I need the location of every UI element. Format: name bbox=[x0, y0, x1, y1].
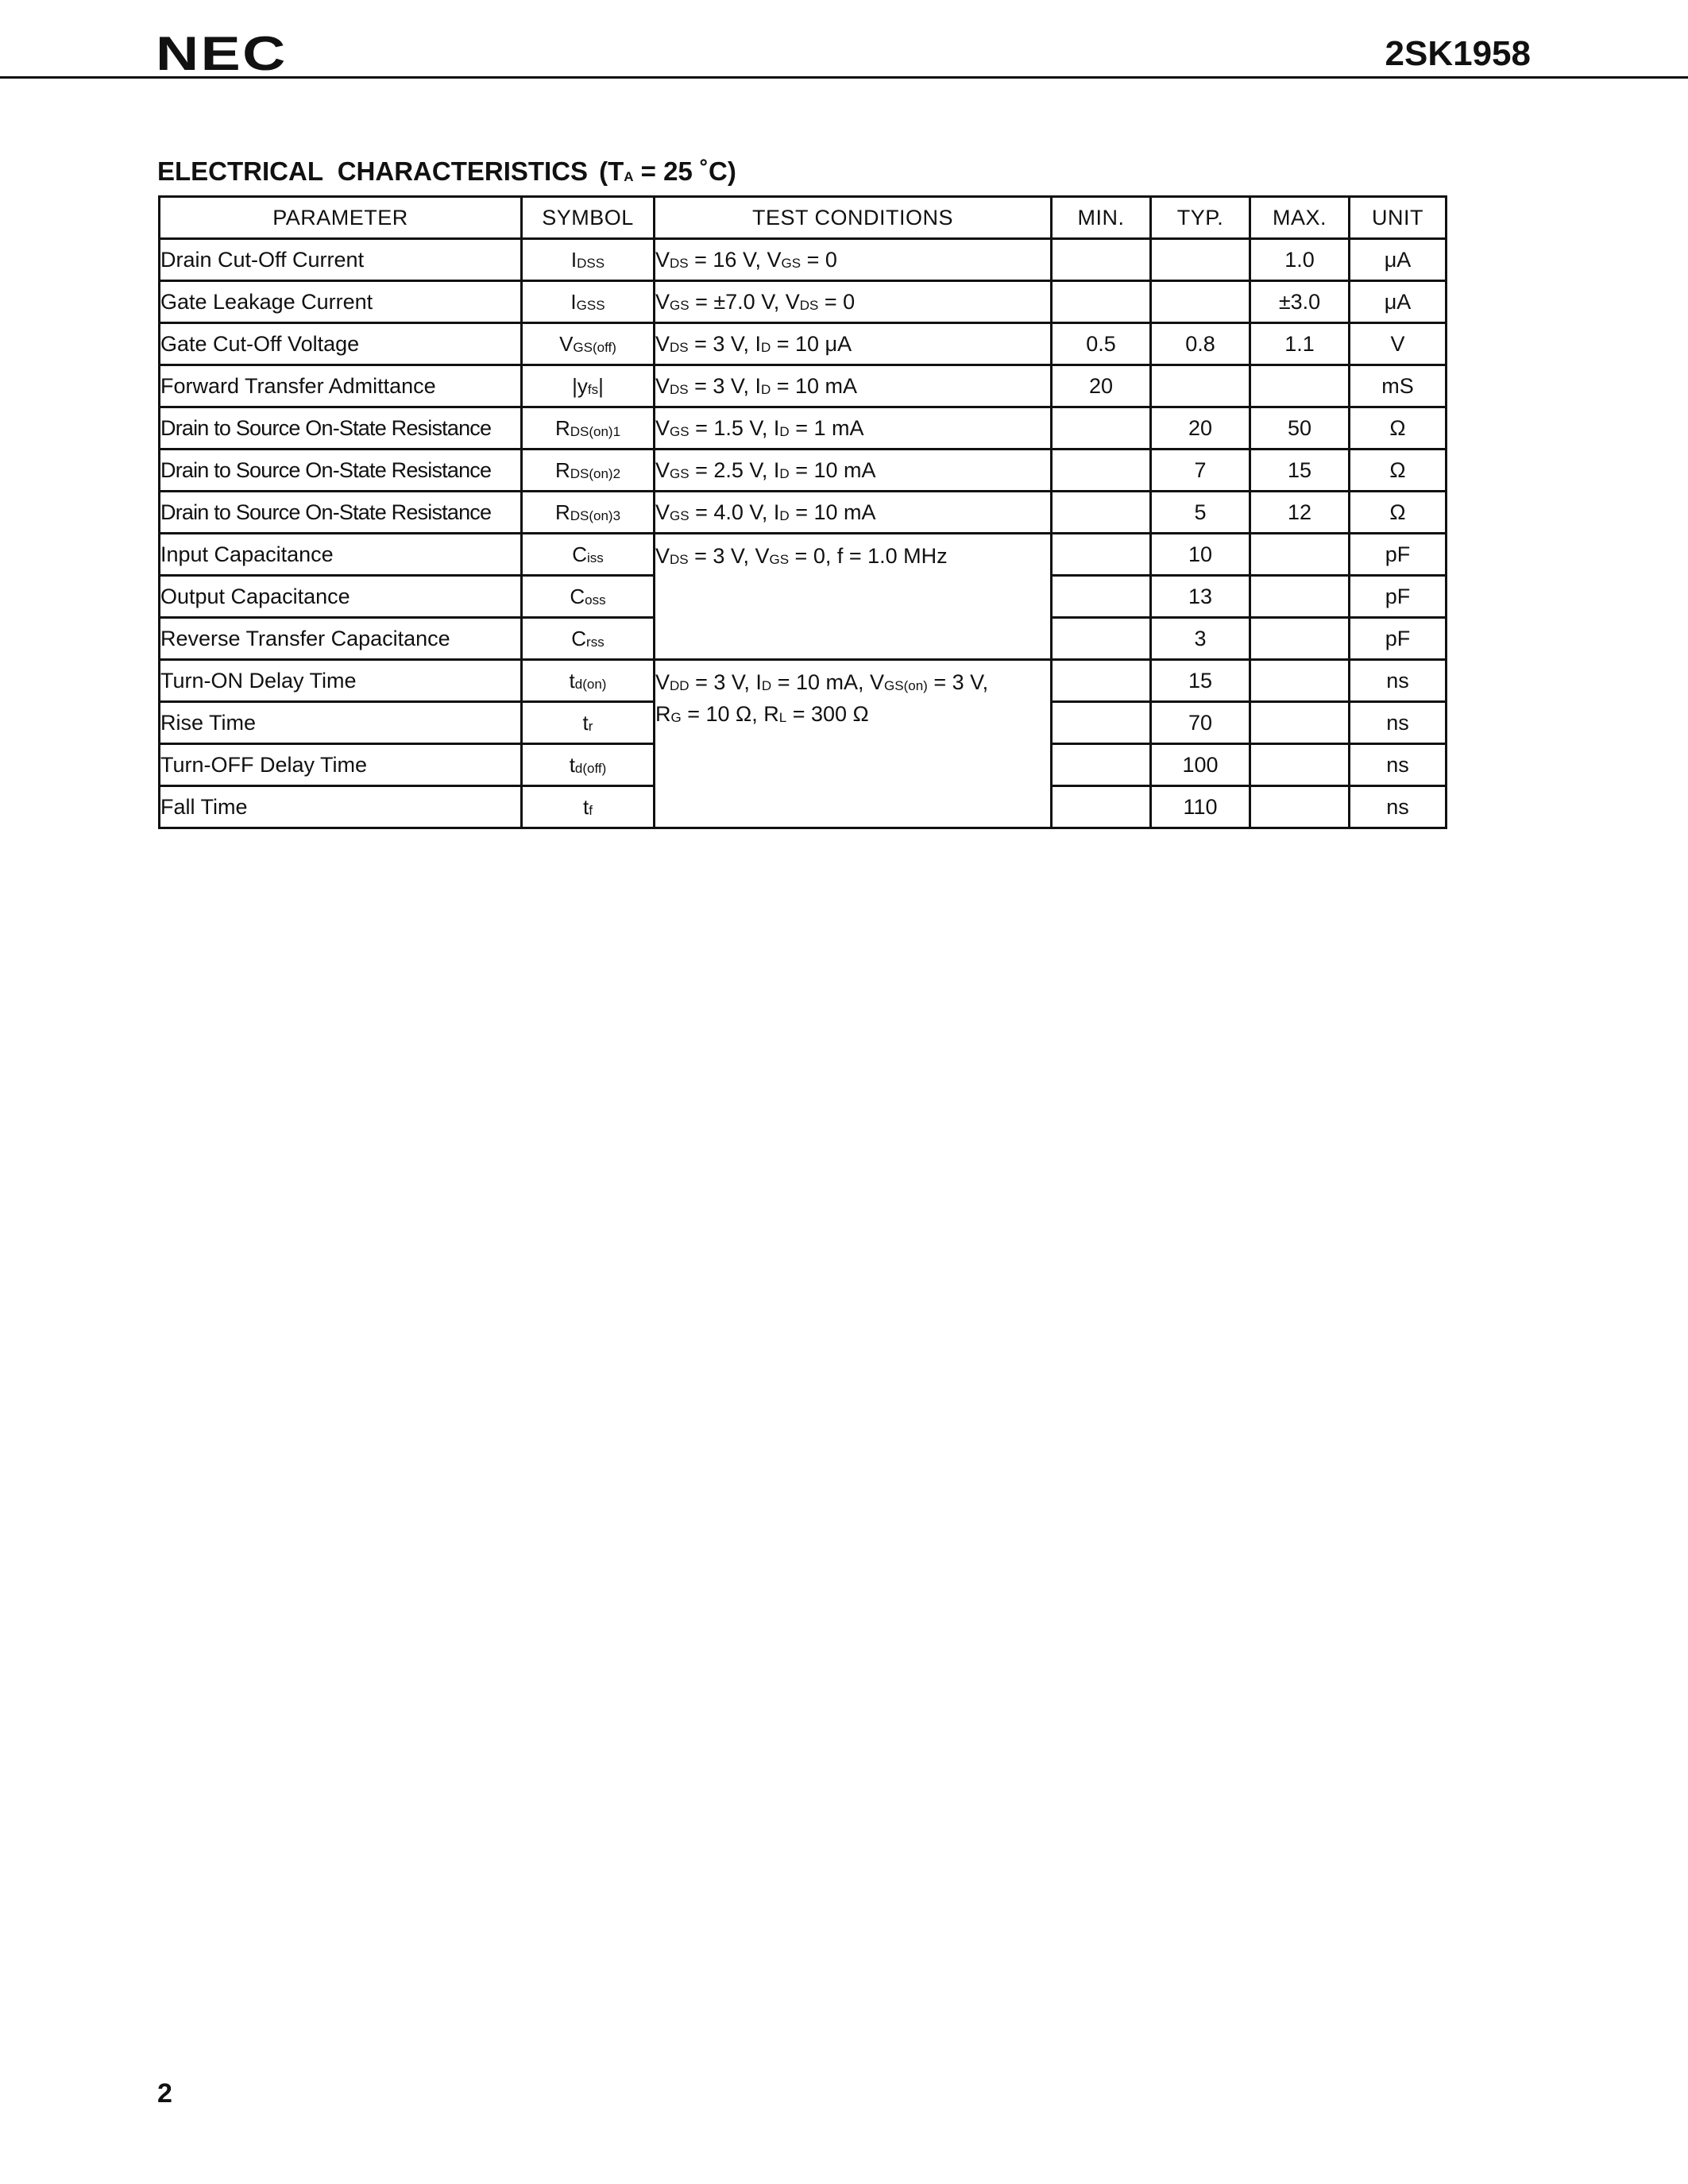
min-cell: 0.5 bbox=[1052, 323, 1151, 365]
header-typ: TYP. bbox=[1151, 197, 1250, 239]
test-condition-cell: $V_{DS} = 3$ V, $I_D = 10$ mA bbox=[655, 365, 1052, 407]
unit-cell: Ω bbox=[1350, 407, 1447, 450]
min-cell: 20 bbox=[1052, 365, 1151, 407]
min-cell bbox=[1052, 576, 1151, 618]
parameter-cell: Reverse Transfer Capacitance bbox=[160, 618, 522, 660]
electrical-characteristics-table bbox=[158, 195, 1447, 829]
min-cell bbox=[1052, 618, 1151, 660]
unit-cell: Ω bbox=[1350, 492, 1447, 534]
typ-cell: 20 bbox=[1151, 407, 1250, 450]
test-condition-cell: $V_{DS} = 3$ V, $I_D = 10$ μA bbox=[655, 323, 1052, 365]
test-condition-cell: $V_{DS} = 16$ V, $V_{GS} = 0$ bbox=[655, 239, 1052, 281]
max-cell: 15 bbox=[1250, 450, 1350, 492]
unit-cell: ns bbox=[1350, 660, 1447, 702]
section-title bbox=[157, 156, 736, 187]
symbol-cell: $C_{oss}$ bbox=[522, 576, 655, 618]
table-row bbox=[160, 365, 1447, 407]
symbol-cell: $R_{DS(on)3}$ bbox=[522, 492, 655, 534]
min-cell bbox=[1052, 660, 1151, 702]
unit-cell: μA bbox=[1350, 281, 1447, 323]
unit-cell: Ω bbox=[1350, 450, 1447, 492]
max-cell bbox=[1250, 576, 1350, 618]
symbol-cell: $V_{GS(off)}$ bbox=[522, 323, 655, 365]
header-symbol: SYMBOL bbox=[522, 197, 655, 239]
table-header-row bbox=[160, 197, 1447, 239]
parameter-cell: Drain to Source On-State Resistance bbox=[160, 450, 522, 492]
max-cell: 50 bbox=[1250, 407, 1350, 450]
part-number: 2SK1958 bbox=[1385, 34, 1531, 73]
max-cell: 1.1 bbox=[1250, 323, 1350, 365]
unit-cell: pF bbox=[1350, 618, 1447, 660]
test-condition-cell: $V_{GS} = 2.5$ V, $I_D = 10$ mA bbox=[655, 450, 1052, 492]
max-cell: 1.0 bbox=[1250, 239, 1350, 281]
typ-cell: 13 bbox=[1151, 576, 1250, 618]
table-row bbox=[160, 323, 1447, 365]
max-cell bbox=[1250, 744, 1350, 786]
symbol-cell: $C_{iss}$ bbox=[522, 534, 655, 576]
symbol-cell: $C_{rss}$ bbox=[522, 618, 655, 660]
min-cell bbox=[1052, 281, 1151, 323]
test-condition-cell: $V_{GS} = 4.0$ V, $I_D = 10$ mA bbox=[655, 492, 1052, 534]
switching-condition-line-2: $R_G = 10$ Ω, $R_L = 300$ Ω bbox=[655, 702, 869, 726]
typ-cell: 70 bbox=[1151, 702, 1250, 744]
typ-cell: 3 bbox=[1151, 618, 1250, 660]
symbol-cell: $t_{d(on)}$ bbox=[522, 660, 655, 702]
header-parameter: PARAMETER bbox=[160, 197, 522, 239]
min-cell bbox=[1052, 744, 1151, 786]
min-cell bbox=[1052, 702, 1151, 744]
symbol-cell: $I_{DSS}$ bbox=[522, 239, 655, 281]
parameter-cell: Turn-ON Delay Time bbox=[160, 660, 522, 702]
table-row bbox=[160, 407, 1447, 450]
max-cell: 12 bbox=[1250, 492, 1350, 534]
table-row bbox=[160, 450, 1447, 492]
table-row bbox=[160, 281, 1447, 323]
parameter-cell: Gate Leakage Current bbox=[160, 281, 522, 323]
typ-cell: 5 bbox=[1151, 492, 1250, 534]
header-divider bbox=[0, 76, 1688, 79]
unit-cell: mS bbox=[1350, 365, 1447, 407]
table-row bbox=[160, 534, 1447, 576]
max-cell bbox=[1250, 786, 1350, 828]
page-number: 2 bbox=[157, 2078, 172, 2109]
section-title-text: ELECTRICAL CHARACTERISTICS bbox=[157, 156, 589, 186]
min-cell bbox=[1052, 239, 1151, 281]
parameter-cell: Gate Cut-Off Voltage bbox=[160, 323, 522, 365]
parameter-cell: Rise Time bbox=[160, 702, 522, 744]
parameter-cell: Input Capacitance bbox=[160, 534, 522, 576]
typ-cell bbox=[1151, 365, 1250, 407]
unit-cell: ns bbox=[1350, 702, 1447, 744]
parameter-cell: Drain to Source On-State Resistance bbox=[160, 492, 522, 534]
header-unit: UNIT bbox=[1350, 197, 1447, 239]
typ-cell: 0.8 bbox=[1151, 323, 1250, 365]
typ-cell: 10 bbox=[1151, 534, 1250, 576]
unit-cell: pF bbox=[1350, 534, 1447, 576]
max-cell bbox=[1250, 702, 1350, 744]
unit-cell: ns bbox=[1350, 786, 1447, 828]
table-row bbox=[160, 239, 1447, 281]
unit-cell: V bbox=[1350, 323, 1447, 365]
symbol-cell: $t_r$ bbox=[522, 702, 655, 744]
max-cell bbox=[1250, 618, 1350, 660]
min-cell bbox=[1052, 450, 1151, 492]
table-row bbox=[160, 660, 1447, 702]
parameter-cell: Drain to Source On-State Resistance bbox=[160, 407, 522, 450]
switching-test-condition-cell bbox=[655, 660, 1052, 828]
nec-logo: NEC bbox=[156, 27, 288, 80]
min-cell bbox=[1052, 492, 1151, 534]
symbol-cell: $I_{GSS}$ bbox=[522, 281, 655, 323]
typ-cell bbox=[1151, 281, 1250, 323]
unit-cell: pF bbox=[1350, 576, 1447, 618]
typ-cell: 15 bbox=[1151, 660, 1250, 702]
header-min: MIN. bbox=[1052, 197, 1151, 239]
test-condition-cell: $V_{GS} = \pm 7.0$ V, $V_{DS} = 0$ bbox=[655, 281, 1052, 323]
header-test-conditions: TEST CONDITIONS bbox=[655, 197, 1052, 239]
parameter-cell: Fall Time bbox=[160, 786, 522, 828]
min-cell bbox=[1052, 534, 1151, 576]
typ-cell bbox=[1151, 239, 1250, 281]
parameter-cell: Drain Cut-Off Current bbox=[160, 239, 522, 281]
unit-cell: μA bbox=[1350, 239, 1447, 281]
symbol-cell: $R_{DS(on)2}$ bbox=[522, 450, 655, 492]
switching-condition-line-1: $V_{DD} = 3$ V, $I_D = 10$ mA, $V_{GS(on)} = 3$ V, bbox=[655, 670, 989, 694]
min-cell bbox=[1052, 407, 1151, 450]
max-cell bbox=[1250, 365, 1350, 407]
header-max: MAX. bbox=[1250, 197, 1350, 239]
test-condition-cell: $V_{GS} = 1.5$ V, $I_D = 1$ mA bbox=[655, 407, 1052, 450]
max-cell bbox=[1250, 534, 1350, 576]
unit-cell: ns bbox=[1350, 744, 1447, 786]
max-cell: ±3.0 bbox=[1250, 281, 1350, 323]
table-row bbox=[160, 492, 1447, 534]
symbol-cell: $|y_{fs}|$ bbox=[522, 365, 655, 407]
max-cell bbox=[1250, 660, 1350, 702]
typ-cell: 100 bbox=[1151, 744, 1250, 786]
typ-cell: 7 bbox=[1151, 450, 1250, 492]
temperature-condition: ($T_A = 25$ ˚C) bbox=[599, 156, 736, 186]
parameter-cell: Output Capacitance bbox=[160, 576, 522, 618]
symbol-cell: $t_f$ bbox=[522, 786, 655, 828]
parameter-cell: Forward Transfer Admittance bbox=[160, 365, 522, 407]
capacitance-test-condition-cell: $V_{DS} = 3$ V, $V_{GS} = 0$, f = 1.0 MHz bbox=[655, 534, 1052, 660]
parameter-cell: Turn-OFF Delay Time bbox=[160, 744, 522, 786]
symbol-cell: $R_{DS(on)1}$ bbox=[522, 407, 655, 450]
min-cell bbox=[1052, 786, 1151, 828]
symbol-cell: $t_{d(off)}$ bbox=[522, 744, 655, 786]
typ-cell: 110 bbox=[1151, 786, 1250, 828]
